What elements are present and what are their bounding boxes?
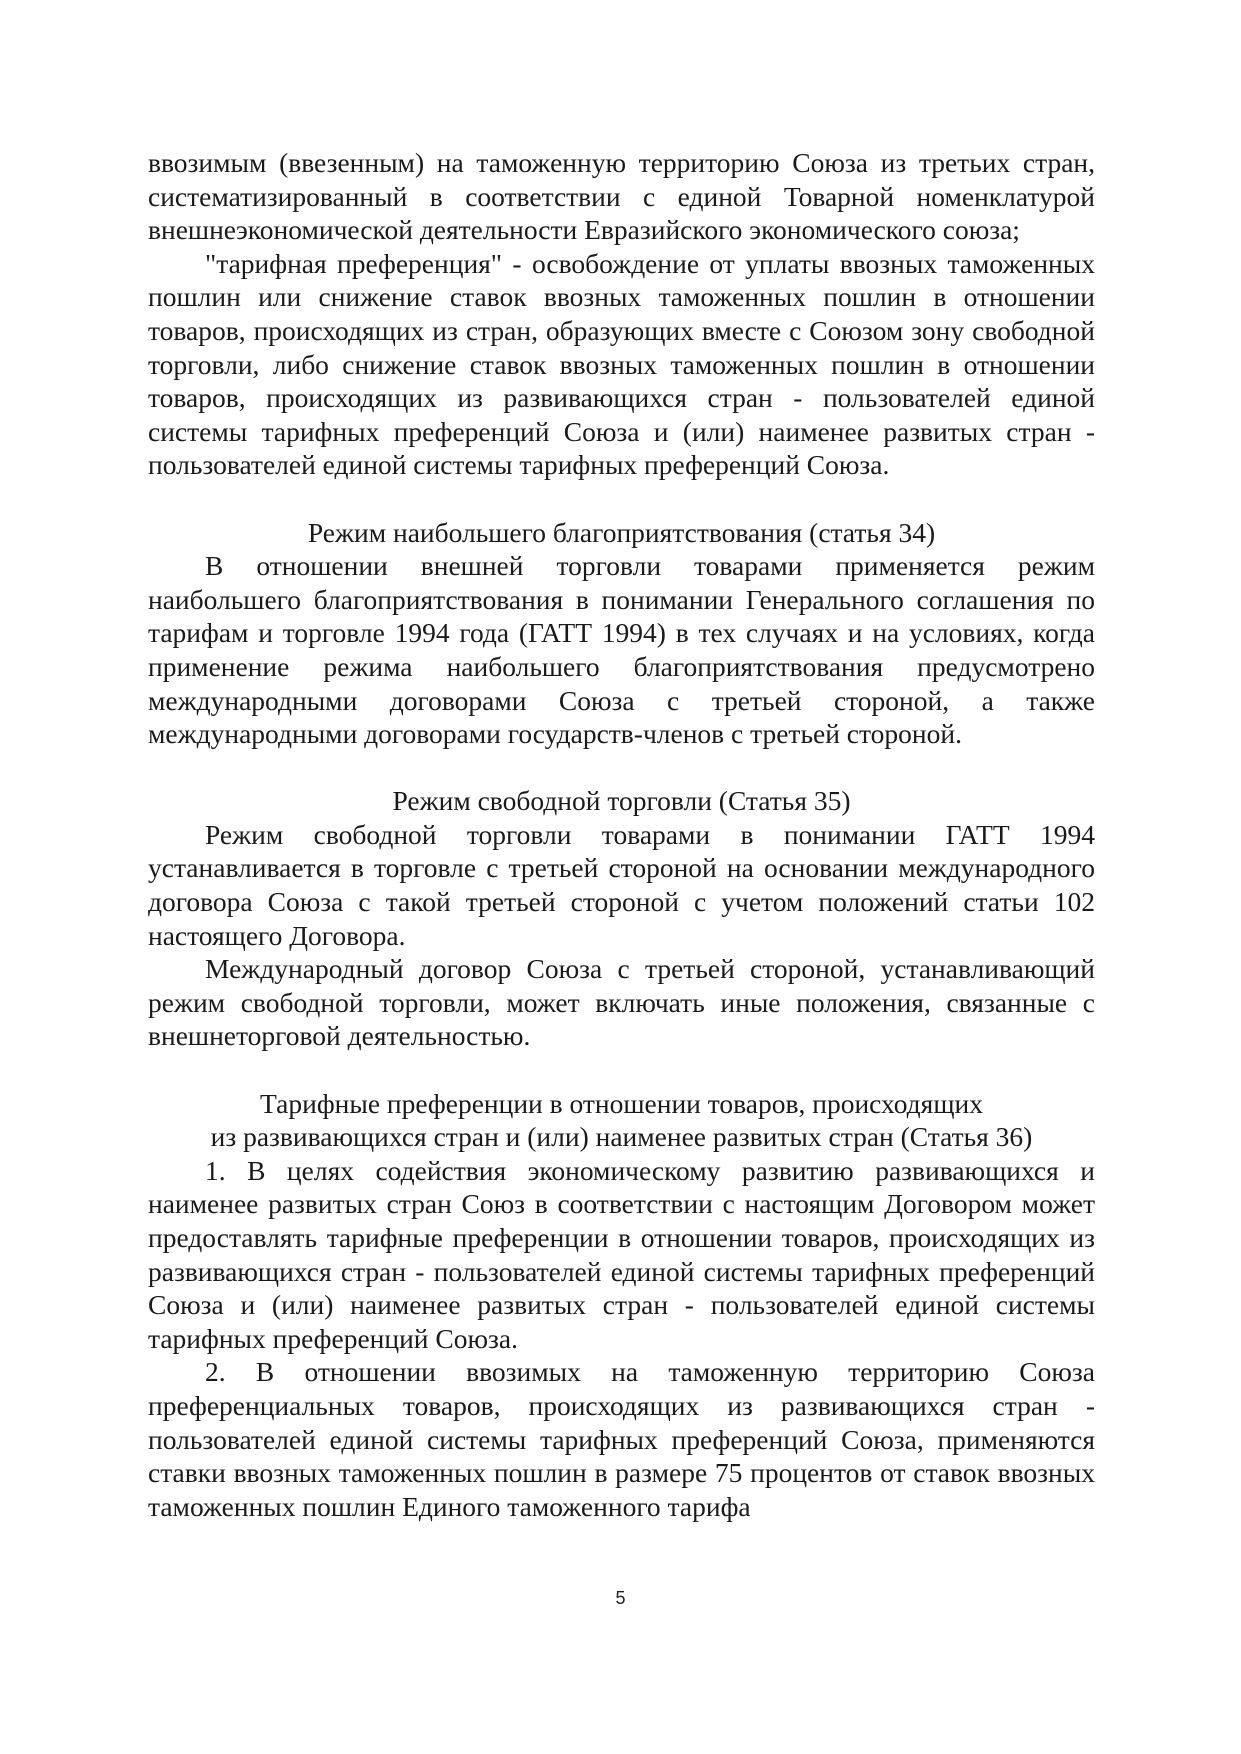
spacer [148,1053,1095,1087]
paragraph-article-35-2: Международный договор Союза с третьей стороной, устанавливающий режим свободной торговли, может включать иные положения, связанные с внешнеторговой деятельностью. [148,953,1095,1052]
heading-article-36-line1: Тарифные преференции в отношении товаров, происходящих [260,1087,983,1119]
document-page [148,146,1095,1523]
paragraph-article-36-item-1: 1. В целях содействия экономическому развитию развивающихся и наименее развитых стран Союз в соответствии с настоящим Договором может предоставлять тарифные преференции в отношении товаров, происходящих из развивающихся стран - пользователей единой системы тарифных преференций Союза и (или) наименее развитых стран - пользователей единой системы тарифных преференций Союза. [148,1154,1095,1354]
heading-article-35: Режим свободной торговли (Статья 35) [392,785,851,817]
paragraph-article-35-1: Режим свободной торговли товарами в понимании ГАТТ 1994 устанавливается в торговле с третьей стороной на основании международного договора Союза с такой третьей стороной с учетом положений статьи 102 настоящего Договора. [148,818,1095,951]
paragraph-tariff-preference-definition: "тарифная преференция" - освобождение от уплаты ввозных таможенных пошлин или снижение ставок ввозных таможенных пошлин в отношении товаров, происходящих из стран, образующих вместе с Союзом зону свободной торговли, либо снижение ставок ввозных таможенных пошлин в отношении товаров, происходящих из развивающихся стран - пользователей единой системы тарифных преференций Союза и (или) наименее развитых стран - пользователей единой системы тарифных преференций Союза. [148,247,1095,481]
page-number: 5 [615,1588,626,1608]
paragraph-article-34: В отношении внешней торговли товарами применяется режим наибольшего благоприятствования в понимании Генерального соглашения по тарифам и торговле 1994 года (ГАТТ 1994) в тех случаях и на условиях, когда применение режима наибольшего благоприятствования предусмотрено международными договорами Союза с третьей стороной, а также международными договорами государств-членов с третьей стороной. [148,550,1095,750]
paragraph-article-36-item-2: 2. В отношении ввозимых на таможенную территорию Союза преференциальных товаров, происходящих из развивающихся стран - пользователей единой системы тарифных преференций Союза, применяются ставки ввозных таможенных пошлин в размере 75 процентов от ставок ввозных таможенных пошлин Единого таможенного тарифа [148,1356,1095,1522]
spacer [148,751,1095,785]
heading-article-36-line2: из развивающихся стран и (или) наименее развитых стран (Статья 36) [210,1121,1033,1153]
spacer [148,482,1095,516]
paragraph-continuation: ввозимым (ввезенным) на таможенную территорию Союза из третьих стран, систематизированный в соответствии с единой Товарной номенклатурой внешнеэкономической деятельности Евразийского экономического союза; [148,147,1095,246]
heading-article-34: Режим наибольшего благоприятствования (статья 34) [307,516,936,548]
